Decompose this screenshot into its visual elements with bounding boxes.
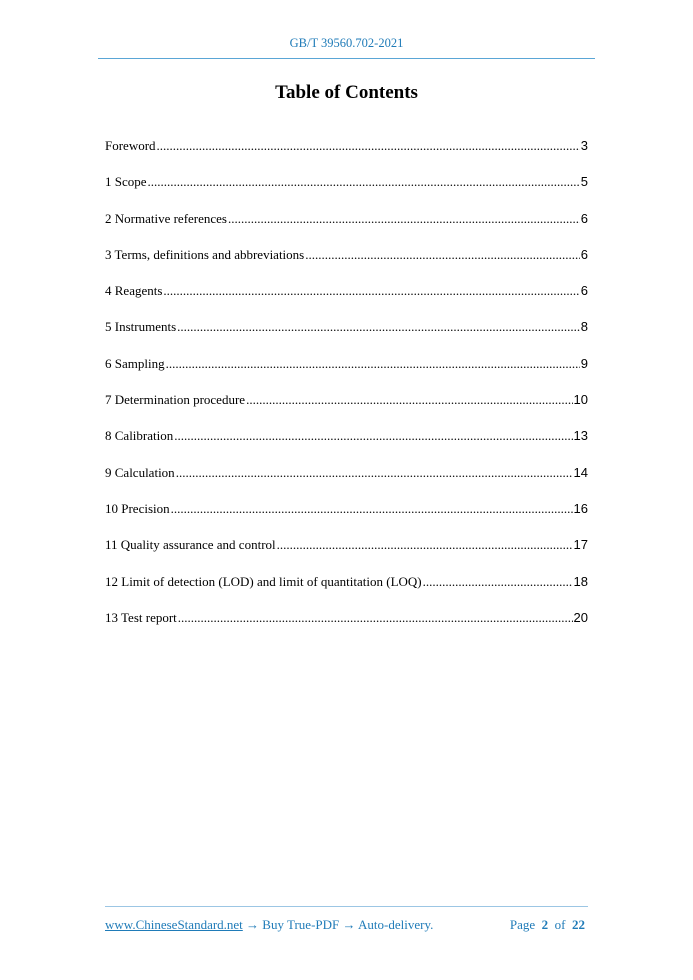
toc-entry-page-number: 18 (573, 573, 588, 589)
toc-entry-label: 7 Determination procedure (105, 392, 246, 408)
toc-entry-label: 12 Limit of detection (LOD) and limit of quantitation (LOQ) (105, 573, 422, 589)
toc-entry[interactable] (105, 319, 588, 355)
of-word: of (554, 917, 566, 932)
toc-entry-page-number: 17 (573, 537, 588, 553)
toc-dot-leader (171, 501, 573, 517)
toc-entry-page-number: 10 (573, 392, 588, 408)
toc-entry[interactable] (105, 211, 588, 247)
toc-dot-leader (177, 319, 580, 335)
toc-entry-page-number: 13 (573, 428, 588, 444)
toc-dot-leader (148, 174, 580, 190)
toc-entry[interactable] (105, 283, 588, 319)
toc-entry-page-number: 14 (573, 464, 588, 480)
toc-entry-label: 1 Scope (105, 174, 147, 190)
toc-entry[interactable] (105, 574, 588, 610)
toc-entry-page-number: 8 (580, 319, 588, 335)
toc-dot-leader (246, 392, 572, 408)
toc-entry[interactable] (105, 465, 588, 501)
toc-entry-label: 4 Reagents (105, 283, 163, 299)
total-page-count: 22 (572, 917, 585, 932)
toc-dot-leader (163, 283, 579, 299)
toc-entry-page-number: 5 (580, 174, 588, 190)
toc-entry-page-number: 6 (580, 210, 588, 226)
toc-entry[interactable] (105, 610, 588, 646)
toc-entry[interactable] (105, 247, 588, 283)
toc-dot-leader (166, 356, 580, 372)
toc-entry[interactable] (105, 356, 588, 392)
toc-entry[interactable] (105, 174, 588, 210)
toc-entry[interactable] (105, 392, 588, 428)
toc-entry-page-number: 6 (580, 246, 588, 262)
toc-entry-page-number: 16 (573, 500, 588, 516)
toc-dot-leader (174, 428, 572, 444)
toc-dot-leader (178, 610, 573, 626)
toc-entry-page-number: 9 (580, 355, 588, 371)
toc-entry-label: 8 Calibration (105, 428, 174, 444)
toc-dot-leader (277, 537, 573, 553)
toc-entry[interactable] (105, 138, 588, 174)
header-divider (98, 58, 595, 59)
toc-entry[interactable] (105, 501, 588, 537)
toc-dot-leader (305, 247, 580, 263)
current-page-number: 2 (541, 917, 549, 932)
toc-entry-label: 10 Precision (105, 500, 170, 516)
toc-entry-label: 13 Test report (105, 609, 177, 625)
toc-dot-leader (228, 211, 580, 227)
toc-dot-leader (423, 574, 573, 590)
footer-divider (105, 906, 588, 907)
toc-entry-label: 6 Sampling (105, 355, 165, 371)
table-of-contents (105, 138, 588, 646)
chinese-standard-link[interactable]: www.ChineseStandard.net (105, 917, 243, 932)
toc-entry-page-number: 20 (573, 609, 588, 625)
toc-entry-label: 5 Instruments (105, 319, 177, 335)
toc-entry[interactable] (105, 537, 588, 573)
toc-entry-page-number: 6 (580, 283, 588, 299)
toc-entry-label: Foreword (105, 138, 156, 153)
toc-dot-leader (176, 465, 573, 481)
toc-dot-leader (157, 138, 580, 154)
toc-entry[interactable] (105, 428, 588, 464)
page-title: Table of Contents (275, 82, 418, 103)
footer-promo-text: → Buy True-PDF → Auto-delivery. (242, 917, 434, 932)
page-number (510, 917, 585, 933)
footer-promo (105, 917, 433, 933)
toc-entry-label: 11 Quality assurance and control (105, 537, 276, 553)
toc-entry-label: 9 Calculation (105, 464, 175, 480)
page-word: Page (509, 917, 536, 932)
standard-code-header: GB/T 39560.702-2021 (289, 36, 404, 50)
toc-entry-label: 3 Terms, definitions and abbreviations (105, 246, 305, 262)
toc-entry-label: 2 Normative references (105, 210, 227, 226)
toc-entry-page-number: 3 (580, 138, 588, 153)
